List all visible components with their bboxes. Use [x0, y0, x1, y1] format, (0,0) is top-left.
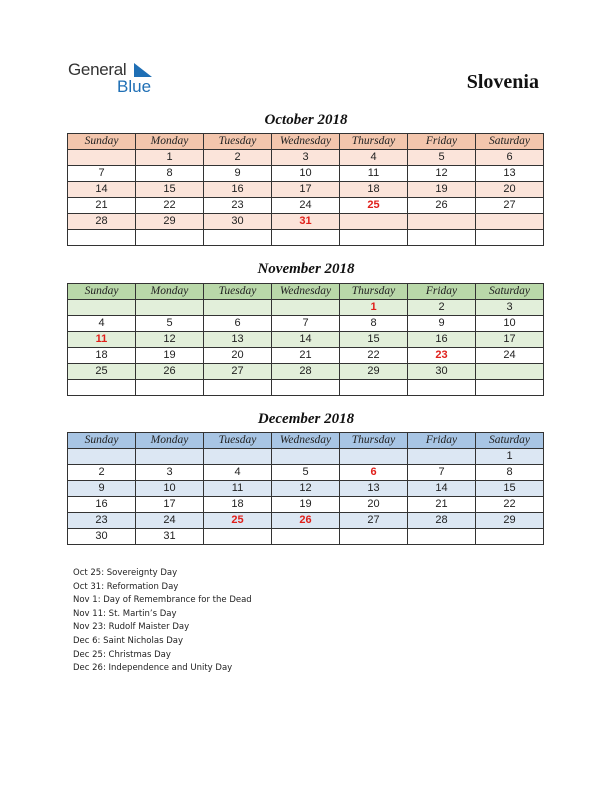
- day-cell: [476, 529, 544, 545]
- day-cell: 10: [476, 316, 544, 332]
- day-cell: [204, 230, 272, 246]
- day-cell: 11: [204, 481, 272, 497]
- day-cell: 23: [68, 513, 136, 529]
- day-cell: 6: [204, 316, 272, 332]
- day-cell: 8: [136, 166, 204, 182]
- weekday-header: Tuesday: [204, 433, 272, 449]
- day-cell: 8: [340, 316, 408, 332]
- day-cell: 13: [476, 166, 544, 182]
- day-cell: [68, 300, 136, 316]
- day-cell: [408, 230, 476, 246]
- weekday-header-row: [68, 284, 544, 300]
- day-cell: [476, 380, 544, 396]
- day-cell: 18: [204, 497, 272, 513]
- day-cell: 9: [68, 481, 136, 497]
- day-cell: 12: [408, 166, 476, 182]
- day-cell: 15: [136, 182, 204, 198]
- week-row: [68, 380, 544, 396]
- day-cell: 6: [476, 150, 544, 166]
- calendar-october: [67, 133, 544, 246]
- day-cell: 10: [272, 166, 340, 182]
- day-cell: 11: [340, 166, 408, 182]
- day-cell: 29: [136, 214, 204, 230]
- day-cell: 12: [136, 332, 204, 348]
- day-cell: 30: [204, 214, 272, 230]
- day-cell: [136, 380, 204, 396]
- day-cell: 10: [136, 481, 204, 497]
- weekday-header: Sunday: [68, 134, 136, 150]
- logo-word-blue: Blue: [117, 77, 152, 96]
- day-cell: [68, 150, 136, 166]
- weekday-header: Tuesday: [204, 284, 272, 300]
- day-cell: 6: [340, 465, 408, 481]
- day-cell: [136, 449, 204, 465]
- week-row: [68, 364, 544, 380]
- day-cell: 28: [408, 513, 476, 529]
- day-cell: [68, 230, 136, 246]
- generalblue-logo: [68, 60, 168, 100]
- weekday-header: Wednesday: [272, 433, 340, 449]
- country-title: Slovenia: [466, 71, 539, 93]
- day-cell: 22: [340, 348, 408, 364]
- day-cell: 26: [272, 513, 340, 529]
- day-cell: 8: [476, 465, 544, 481]
- day-cell: 23: [408, 348, 476, 364]
- weekday-header: Friday: [408, 433, 476, 449]
- week-row: [68, 449, 544, 465]
- holiday-list-item: Nov 1: Day of Remembrance for the Dead: [73, 595, 252, 606]
- day-cell: [204, 300, 272, 316]
- day-cell: 5: [408, 150, 476, 166]
- week-row: [68, 198, 544, 214]
- day-cell: 30: [68, 529, 136, 545]
- weekday-header: Wednesday: [272, 284, 340, 300]
- holiday-list-item: Nov 11: St. Martin’s Day: [73, 608, 177, 619]
- day-cell: [204, 529, 272, 545]
- day-cell: 7: [272, 316, 340, 332]
- weekday-header: Thursday: [340, 284, 408, 300]
- weekday-header-row: [68, 433, 544, 449]
- day-cell: [408, 529, 476, 545]
- weekday-header: Tuesday: [204, 134, 272, 150]
- week-row: [68, 465, 544, 481]
- logo-word-general: General: [68, 60, 127, 79]
- day-cell: 25: [340, 198, 408, 214]
- day-cell: 12: [272, 481, 340, 497]
- month-title-october: October 2018: [264, 112, 348, 128]
- day-cell: [340, 449, 408, 465]
- day-cell: 2: [408, 300, 476, 316]
- day-cell: [272, 230, 340, 246]
- day-cell: 19: [272, 497, 340, 513]
- day-cell: 23: [204, 198, 272, 214]
- day-cell: 17: [136, 497, 204, 513]
- weekday-header: Sunday: [68, 433, 136, 449]
- day-cell: 22: [136, 198, 204, 214]
- day-cell: [476, 214, 544, 230]
- weekday-header-row: [68, 134, 544, 150]
- day-cell: 19: [408, 182, 476, 198]
- day-cell: [408, 449, 476, 465]
- day-cell: 21: [272, 348, 340, 364]
- week-row: [68, 300, 544, 316]
- day-cell: 17: [476, 332, 544, 348]
- week-row: [68, 513, 544, 529]
- day-cell: [68, 380, 136, 396]
- day-cell: [272, 380, 340, 396]
- day-cell: 18: [68, 348, 136, 364]
- holiday-list: [73, 567, 252, 676]
- holiday-list-item: Nov 23: Rudolf Maister Day: [73, 622, 190, 633]
- week-row: [68, 529, 544, 545]
- holiday-list-item: Oct 25: Sovereignty Day: [73, 568, 178, 578]
- day-cell: 21: [408, 497, 476, 513]
- day-cell: [340, 529, 408, 545]
- day-cell: 7: [68, 166, 136, 182]
- day-cell: 1: [136, 150, 204, 166]
- day-cell: [204, 449, 272, 465]
- day-cell: 4: [340, 150, 408, 166]
- week-row: [68, 316, 544, 332]
- weekday-header: Saturday: [476, 433, 544, 449]
- day-cell: 13: [340, 481, 408, 497]
- day-cell: 7: [408, 465, 476, 481]
- day-cell: 24: [272, 198, 340, 214]
- day-cell: 26: [408, 198, 476, 214]
- day-cell: 17: [272, 182, 340, 198]
- day-cell: 16: [408, 332, 476, 348]
- weekday-header: Sunday: [68, 284, 136, 300]
- day-cell: 28: [272, 364, 340, 380]
- day-cell: [340, 214, 408, 230]
- calendar-december: [67, 432, 544, 545]
- day-cell: 4: [68, 316, 136, 332]
- day-cell: 29: [476, 513, 544, 529]
- day-cell: [272, 300, 340, 316]
- holiday-list-item: Dec 25: Christmas Day: [73, 649, 171, 660]
- logo-triangle-icon: [134, 63, 152, 77]
- day-cell: 16: [204, 182, 272, 198]
- day-cell: [68, 449, 136, 465]
- week-row: [68, 214, 544, 230]
- day-cell: 3: [272, 150, 340, 166]
- day-cell: 25: [68, 364, 136, 380]
- weekday-header: Friday: [408, 284, 476, 300]
- day-cell: [408, 214, 476, 230]
- week-row: [68, 166, 544, 182]
- day-cell: 25: [204, 513, 272, 529]
- holiday-list-item: Dec 26: Independence and Unity Day: [73, 663, 233, 674]
- day-cell: 14: [408, 481, 476, 497]
- day-cell: 14: [272, 332, 340, 348]
- week-row: [68, 348, 544, 364]
- day-cell: [340, 380, 408, 396]
- day-cell: 3: [136, 465, 204, 481]
- day-cell: 3: [476, 300, 544, 316]
- day-cell: 1: [340, 300, 408, 316]
- day-cell: [340, 230, 408, 246]
- day-cell: 19: [136, 348, 204, 364]
- day-cell: 18: [340, 182, 408, 198]
- weekday-header: Thursday: [340, 433, 408, 449]
- day-cell: 5: [272, 465, 340, 481]
- day-cell: 20: [204, 348, 272, 364]
- weekday-header: Friday: [408, 134, 476, 150]
- day-cell: 1: [476, 449, 544, 465]
- day-cell: 11: [68, 332, 136, 348]
- day-cell: [408, 380, 476, 396]
- weekday-header: Wednesday: [272, 134, 340, 150]
- day-cell: 5: [136, 316, 204, 332]
- day-cell: 22: [476, 497, 544, 513]
- day-cell: [476, 230, 544, 246]
- day-cell: 20: [476, 182, 544, 198]
- day-cell: 27: [204, 364, 272, 380]
- weekday-header: Monday: [136, 284, 204, 300]
- day-cell: 27: [340, 513, 408, 529]
- day-cell: 2: [68, 465, 136, 481]
- month-title-november: November 2018: [257, 261, 355, 277]
- week-row: [68, 332, 544, 348]
- day-cell: 27: [476, 198, 544, 214]
- holiday-list-item: Oct 31: Reformation Day: [73, 581, 179, 592]
- day-cell: [272, 529, 340, 545]
- weekday-header: Thursday: [340, 134, 408, 150]
- weekday-header: Monday: [136, 433, 204, 449]
- day-cell: 15: [340, 332, 408, 348]
- day-cell: 30: [408, 364, 476, 380]
- day-cell: 21: [68, 198, 136, 214]
- week-row: [68, 150, 544, 166]
- calendar-november: [67, 283, 544, 396]
- day-cell: 9: [408, 316, 476, 332]
- day-cell: 2: [204, 150, 272, 166]
- day-cell: 26: [136, 364, 204, 380]
- day-cell: 4: [204, 465, 272, 481]
- weekday-header: Saturday: [476, 284, 544, 300]
- holiday-list-item: Dec 6: Saint Nicholas Day: [73, 635, 183, 646]
- week-row: [68, 481, 544, 497]
- day-cell: 20: [340, 497, 408, 513]
- day-cell: [136, 300, 204, 316]
- day-cell: 13: [204, 332, 272, 348]
- weekday-header: Saturday: [476, 134, 544, 150]
- day-cell: 9: [204, 166, 272, 182]
- day-cell: 24: [476, 348, 544, 364]
- day-cell: [272, 449, 340, 465]
- day-cell: 14: [68, 182, 136, 198]
- day-cell: [476, 364, 544, 380]
- weekday-header: Monday: [136, 134, 204, 150]
- week-row: [68, 497, 544, 513]
- day-cell: 16: [68, 497, 136, 513]
- day-cell: [204, 380, 272, 396]
- month-title-december: December 2018: [257, 411, 355, 427]
- day-cell: 15: [476, 481, 544, 497]
- day-cell: 24: [136, 513, 204, 529]
- day-cell: 29: [340, 364, 408, 380]
- day-cell: 31: [272, 214, 340, 230]
- week-row: [68, 230, 544, 246]
- day-cell: [136, 230, 204, 246]
- day-cell: 28: [68, 214, 136, 230]
- week-row: [68, 182, 544, 198]
- day-cell: 31: [136, 529, 204, 545]
